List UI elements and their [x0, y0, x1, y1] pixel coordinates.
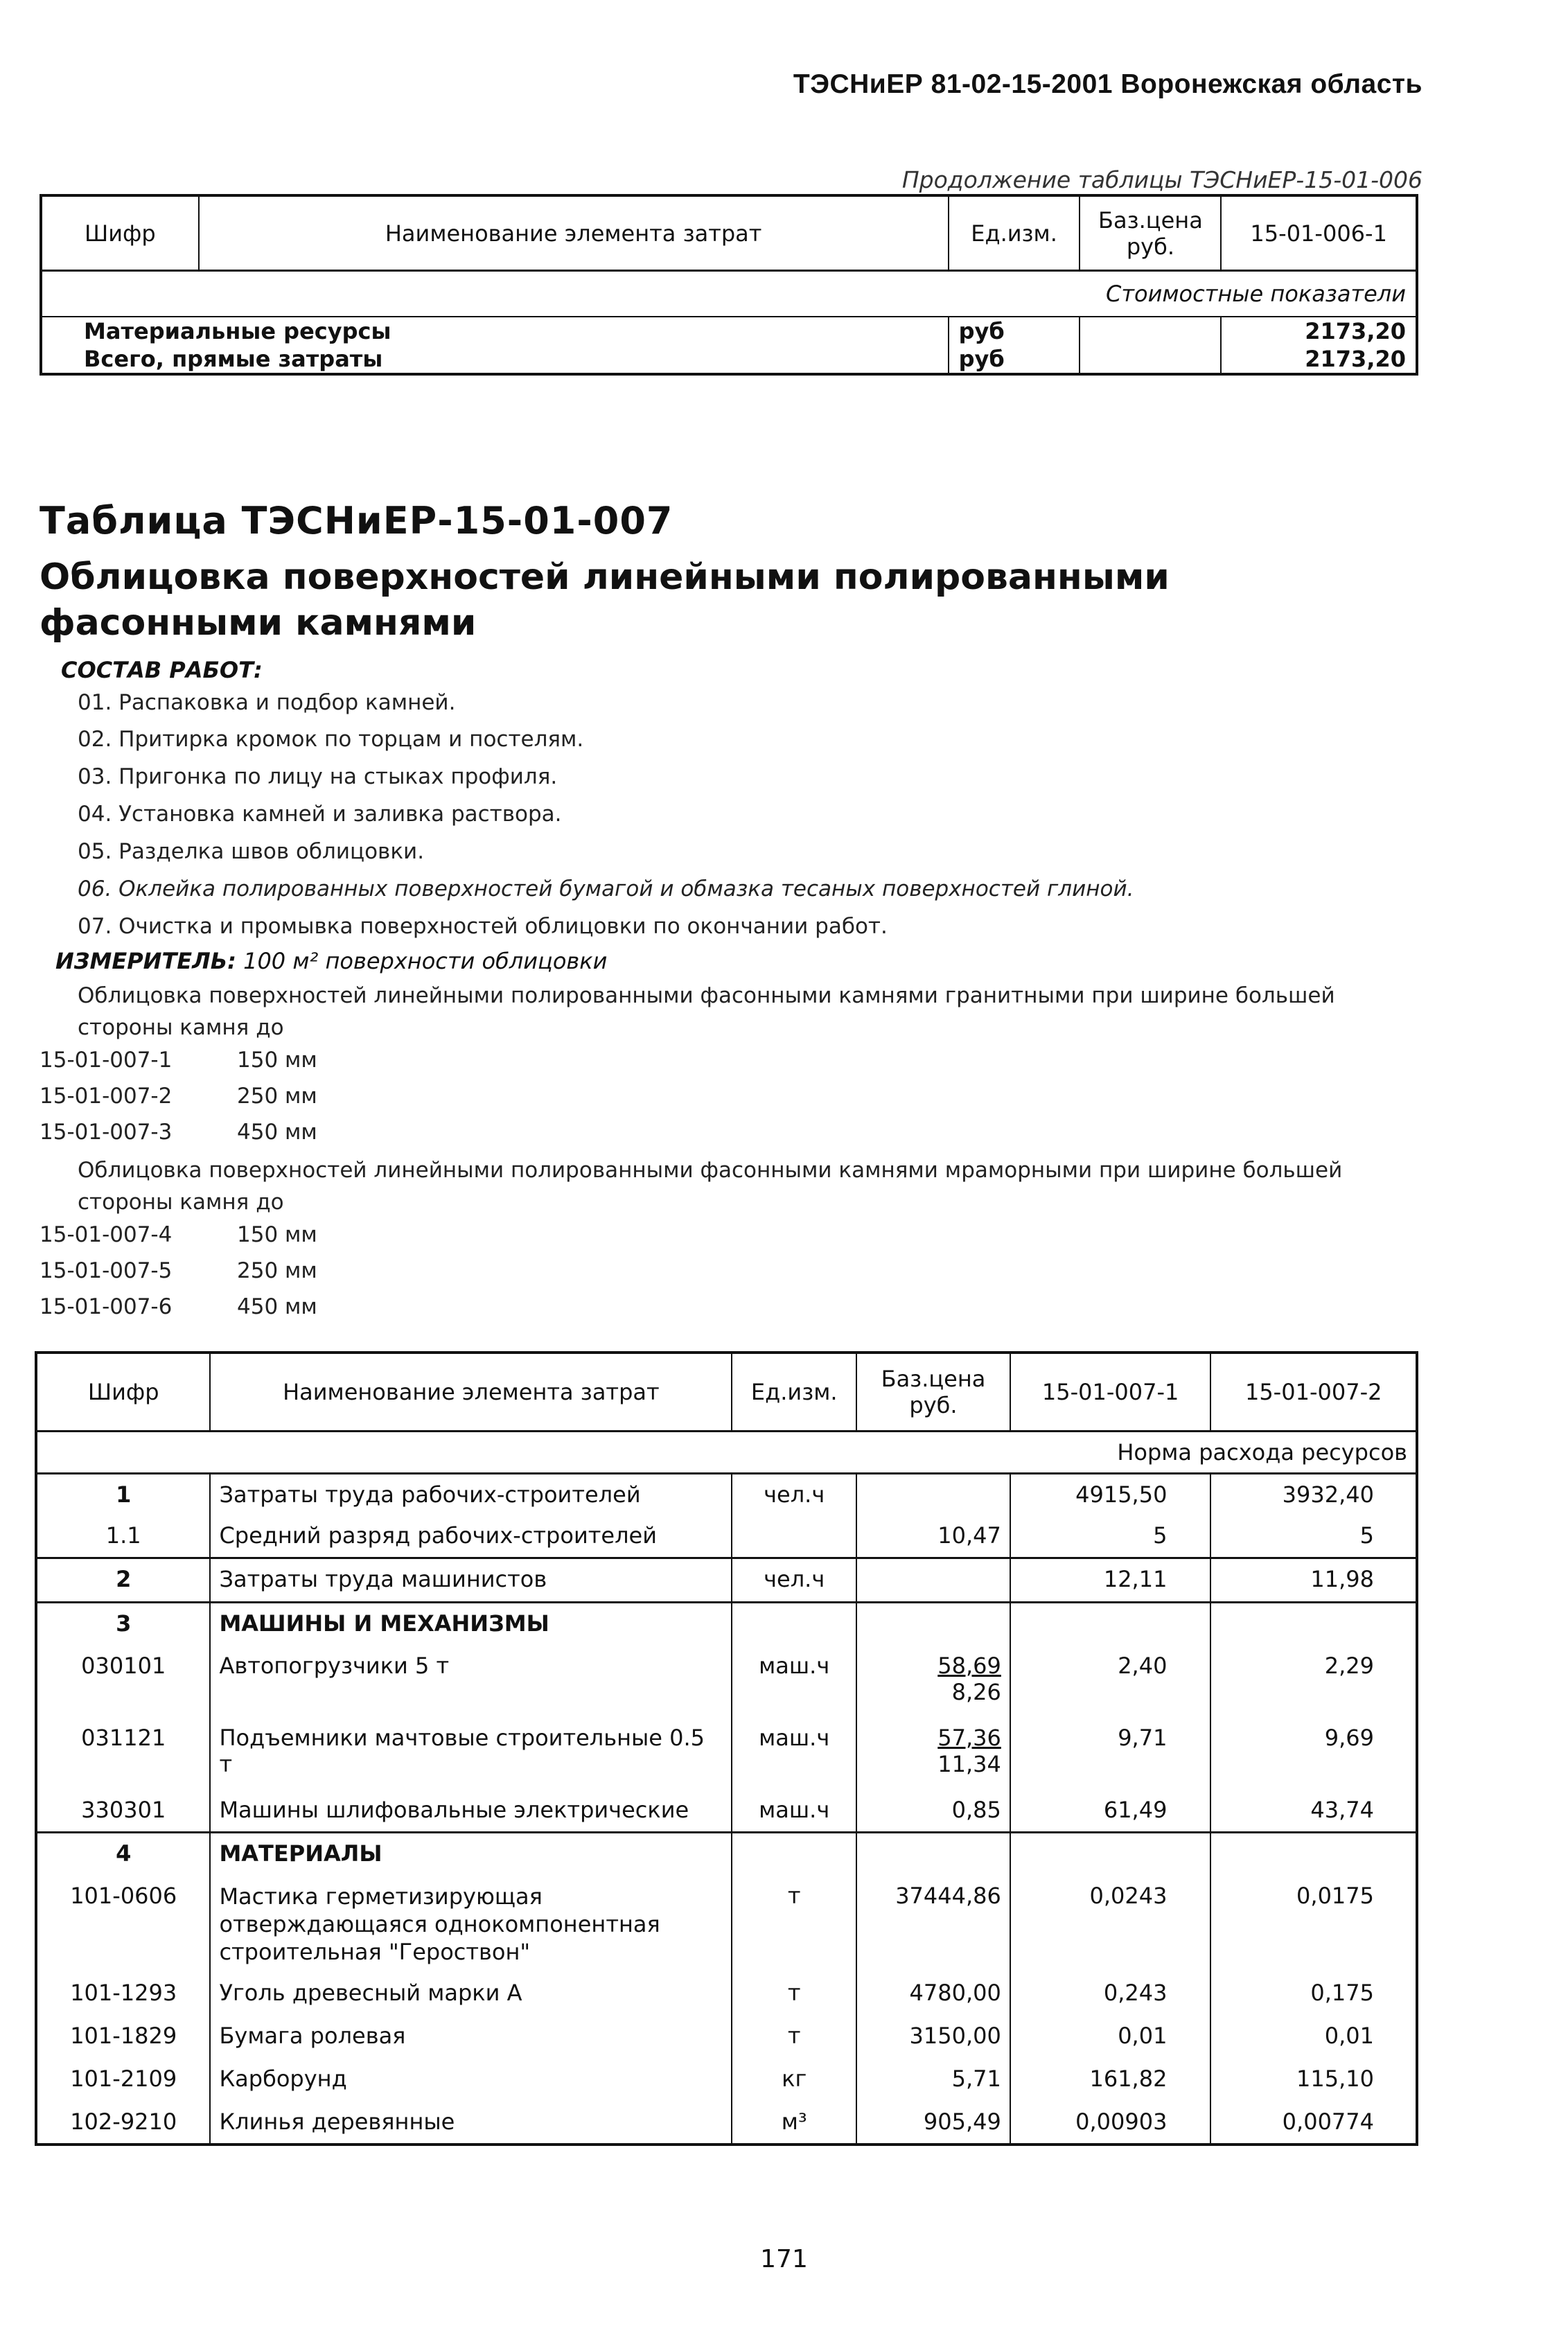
row-unit: чел.ч [732, 1558, 856, 1603]
code-row [39, 1048, 317, 1073]
price-salary: 11,34 [937, 1750, 1001, 1777]
row-unit: чел.ч [732, 1474, 856, 1515]
resources-header-row [36, 1353, 1417, 1432]
row-unit: руб [949, 317, 1080, 345]
price-main: 58,69 [937, 1652, 1001, 1679]
row-unit: маш.ч [732, 1718, 856, 1790]
row-unit [732, 1833, 856, 1876]
row-unit [732, 1603, 856, 1646]
row-name: Затраты труда рабочих-строителей [210, 1474, 732, 1515]
row-name: Автопогрузчики 5 т [210, 1646, 732, 1718]
price-main: 57,36 [937, 1724, 1001, 1751]
code-row [39, 1258, 317, 1283]
row-value-2: 0,00774 [1210, 2102, 1417, 2145]
row-value-2: 115,10 [1210, 2059, 1417, 2102]
row-price: 5,71 [856, 2059, 1010, 2102]
row-value: 2173,20 [1221, 345, 1417, 374]
continuation-caption: Продолжение таблицы ТЭСНиЕР-15-01-006 [901, 166, 1422, 193]
row-value-2: 0,01 [1210, 2016, 1417, 2059]
code-value: 250 мм [237, 1084, 317, 1109]
row-value-1: 0,0243 [1010, 1876, 1211, 1973]
row-unit: руб [949, 345, 1080, 374]
meter-label: ИЗМЕРИТЕЛЬ: [55, 948, 236, 974]
row-value-1 [1010, 1833, 1211, 1876]
row-name: Затраты труда машинистов [210, 1558, 732, 1603]
row-name: Карборунд [210, 2059, 732, 2102]
row-price: 0,85 [856, 1790, 1010, 1833]
table-subtitle: Облицовка поверхностей линейными полированными фасонными камнями [39, 556, 1170, 644]
meter-line [55, 948, 607, 974]
row-price: 37444,86 [856, 1876, 1010, 1973]
col-header-code-value: 15-01-006-1 [1221, 195, 1417, 271]
row-name: Материальные ресурсы [84, 318, 391, 344]
code-row [39, 1294, 317, 1319]
row-unit: м³ [732, 2102, 856, 2145]
row-value-1: 161,82 [1010, 2059, 1211, 2102]
work-item: 07. Очистка и промывка поверхностей облицовки по окончании работ. [78, 914, 888, 939]
row-code: 031121 [81, 1724, 166, 1751]
row-price [856, 1474, 1010, 1515]
row-price: 905,49 [856, 2102, 1010, 2145]
code: 15-01-007-1 [39, 1048, 173, 1073]
group-description: Облицовка поверхностей линейными полированными фасонными камнями гранитными при ширине большей стороны камня до [78, 983, 1335, 1040]
row-value-1: 61,49 [1010, 1790, 1211, 1833]
col-header-norm-1: 15-01-007-1 [1010, 1353, 1211, 1432]
row-price [1080, 317, 1221, 345]
code: 15-01-007-3 [39, 1120, 173, 1145]
table-row [36, 2016, 1417, 2059]
row-name: Подъемники мачтовые строительные 0.5 т [210, 1718, 732, 1790]
row-price [1080, 345, 1221, 374]
row-value-1: 4915,50 [1010, 1474, 1211, 1515]
row-name: МАШИНЫ И МЕХАНИЗМЫ [210, 1603, 732, 1646]
table-row [41, 345, 1417, 374]
table-row [36, 1718, 1417, 1790]
meter-value: 100 м² поверхности облицовки [243, 948, 608, 974]
row-unit: маш.ч [732, 1790, 856, 1833]
price-salary: 8,26 [951, 1678, 1001, 1705]
table-row [36, 1646, 1417, 1718]
work-item: 04. Установка камней и заливка раствора. [78, 802, 562, 827]
section-label: Стоимостные показатели [41, 271, 1417, 317]
row-unit: маш.ч [732, 1646, 856, 1718]
continuation-header-row [41, 195, 1417, 271]
group-description: Облицовка поверхностей линейными полированными фасонными камнями мраморными при ширине большей стороны камня до [78, 1158, 1343, 1215]
row-code: 101-0606 [70, 1882, 177, 1909]
row-unit: т [732, 1973, 856, 2016]
table-row [36, 1474, 1417, 1515]
row-value-1: 5 [1010, 1515, 1211, 1558]
row-name: Средний разряд рабочих-строителей [210, 1515, 732, 1558]
row-name: МАТЕРИАЛЫ [210, 1833, 732, 1876]
row-unit: т [732, 2016, 856, 2059]
table-title: Таблица ТЭСНиЕР-15-01-007 [39, 499, 673, 543]
row-value-2: 3932,40 [1210, 1474, 1417, 1515]
row-value-1 [1010, 1603, 1211, 1646]
col-header-unit: Ед.изм. [949, 195, 1080, 271]
col-header-code: Шифр [41, 195, 199, 271]
row-code: 102-9210 [70, 2108, 177, 2135]
row-value-2: 0,175 [1210, 1973, 1417, 2016]
work-item: 02. Притирка кромок по торцам и постелям. [78, 727, 584, 752]
code-row [39, 1120, 317, 1145]
row-price: 3150,00 [856, 2016, 1010, 2059]
section-row [36, 1432, 1417, 1474]
row-price [856, 1603, 1010, 1646]
row-code: 2 [36, 1558, 210, 1603]
section-label: Норма расхода ресурсов [36, 1432, 1417, 1474]
row-code: 330301 [81, 1796, 166, 1823]
table-row [36, 2102, 1417, 2145]
row-unit: т [732, 1876, 856, 1973]
row-price: 10,47 [856, 1515, 1010, 1558]
table-row [41, 317, 1417, 345]
code-value: 250 мм [237, 1258, 317, 1283]
col-header-norm-2: 15-01-007-2 [1210, 1353, 1417, 1432]
row-price [856, 1833, 1010, 1876]
row-value: 2173,20 [1221, 317, 1417, 345]
row-value-2 [1210, 1833, 1417, 1876]
code: 15-01-007-5 [39, 1258, 173, 1283]
row-name: Всего, прямые затраты [84, 346, 383, 372]
row-value-2 [1210, 1603, 1417, 1646]
row-code: 101-1293 [70, 1979, 177, 2006]
col-header-name: Наименование элемента затрат [210, 1353, 732, 1432]
col-header-name: Наименование элемента затрат [199, 195, 949, 271]
section-row [41, 271, 1417, 317]
row-price: 4780,00 [856, 1973, 1010, 2016]
row-value-2: 9,69 [1210, 1718, 1417, 1790]
row-unit [732, 1515, 856, 1558]
table-row [36, 2059, 1417, 2102]
work-item: 06. Оклейка полированных поверхностей бумагой и обмазка тесаных поверхностей глиной. [78, 877, 1134, 901]
row-code: 101-1829 [70, 2022, 177, 2049]
row-value-2: 5 [1210, 1515, 1417, 1558]
continuation-table [39, 194, 1418, 376]
col-header-price: Баз.цена руб. [856, 1353, 1010, 1432]
row-value-1: 0,243 [1010, 1973, 1211, 2016]
row-price [856, 1718, 1010, 1790]
table-row [36, 1515, 1417, 1558]
row-code: 4 [36, 1833, 210, 1876]
code: 15-01-007-6 [39, 1294, 173, 1319]
code-value: 450 мм [237, 1120, 317, 1145]
row-value-2: 43,74 [1210, 1790, 1417, 1833]
col-header-price: Баз.цена руб. [1080, 195, 1221, 271]
row-value-2: 0,0175 [1210, 1876, 1417, 1973]
code: 15-01-007-4 [39, 1222, 173, 1247]
code-row [39, 1222, 317, 1247]
row-value-1: 12,11 [1010, 1558, 1211, 1603]
work-item: 05. Разделка швов облицовки. [78, 839, 425, 864]
row-value-2: 11,98 [1210, 1558, 1417, 1603]
row-value-1: 0,01 [1010, 2016, 1211, 2059]
table-row [36, 1558, 1417, 1603]
row-value-2: 2,29 [1210, 1646, 1417, 1718]
row-value-1: 2,40 [1010, 1646, 1211, 1718]
row-unit: кг [732, 2059, 856, 2102]
row-code: 3 [36, 1603, 210, 1646]
table-row [36, 1876, 1417, 1973]
code-value: 150 мм [237, 1222, 317, 1247]
row-code: 030101 [81, 1652, 166, 1679]
row-value-1: 9,71 [1010, 1718, 1211, 1790]
work-item: 03. Пригонка по лицу на стыках профиля. [78, 764, 558, 789]
work-composition-label: СОСТАВ РАБОТ: [61, 657, 263, 683]
col-header-code: Шифр [36, 1353, 210, 1432]
table-row [36, 1833, 1417, 1876]
col-header-unit: Ед.изм. [732, 1353, 856, 1432]
row-name: Машины шлифовальные электрические [210, 1790, 732, 1833]
row-name: Мастика герметизирующая отверждающаяся однокомпонентная строительная "Героствон" [210, 1876, 732, 1973]
resources-table [35, 1351, 1418, 2146]
code-value: 150 мм [237, 1048, 317, 1073]
table-row [36, 1973, 1417, 2016]
row-value-1: 0,00903 [1010, 2102, 1211, 2145]
code-value: 450 мм [237, 1294, 317, 1319]
row-code: 101-2109 [70, 2065, 177, 2092]
page-number: 171 [760, 2245, 808, 2273]
row-name: Бумага ролевая [210, 2016, 732, 2059]
row-code: 1 [116, 1481, 132, 1508]
row-code: 1.1 [105, 1522, 141, 1549]
code-row [39, 1084, 317, 1109]
running-header: ТЭСНиЕР 81-02-15-2001 Воронежская область [793, 69, 1422, 99]
table-row [36, 1603, 1417, 1646]
code: 15-01-007-2 [39, 1084, 173, 1109]
row-price [856, 1646, 1010, 1718]
work-item: 01. Распаковка и подбор камней. [78, 690, 456, 715]
row-name: Клинья деревянные [210, 2102, 732, 2145]
row-name: Уголь древесный марки А [210, 1973, 732, 2016]
table-row [36, 1790, 1417, 1833]
row-price [856, 1558, 1010, 1603]
